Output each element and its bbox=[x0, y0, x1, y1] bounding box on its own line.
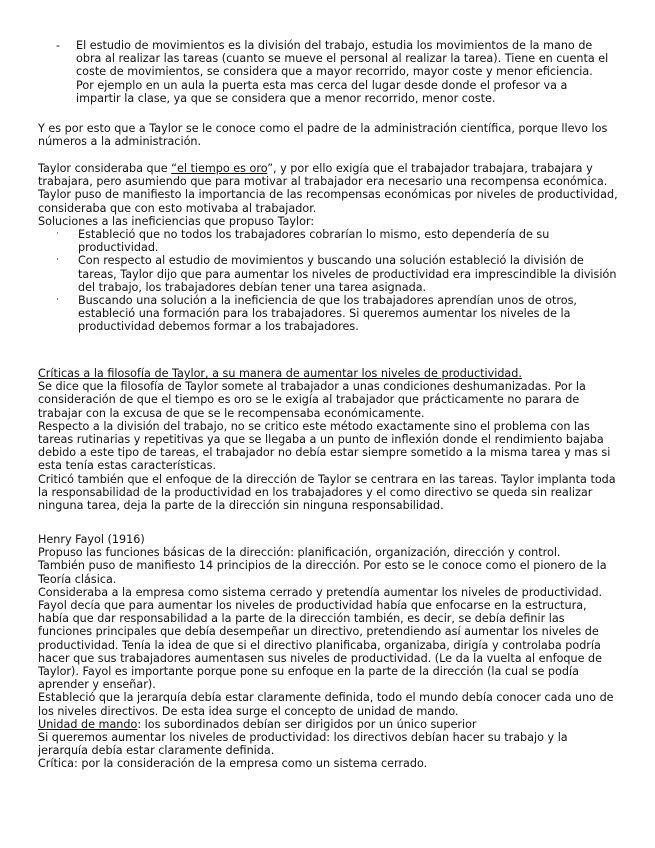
taylor-section bbox=[38, 162, 618, 334]
fayol-paragraph: Fayol decía que para aumentar los niveles de productividad había que enfocarse en la estructura, había que dar responsabilidad a la parte de la dirección también, es decir, se debía definir las funciones principales que debía desempeñar un directivo, pretendiendo así aumentar los niveles de productividad. Tenía la idea de que si el directivo planificaba, organizaba, dirigía y controlaba podría hacer que sus trabajadores aumentasen sus niveles de productividad. (Le da la vuelta al enfoque de Taylor). Fayol es importante porque pone su enfoque en la parte de la dirección (la cual se podía aprender y enseñar). bbox=[38, 599, 603, 692]
fayol-paragraph: Estableció que la jerarquía debía estar claramente definida, todo el mundo debía conocer cada uno de los niveles directivos. De esta idea surge el concepto de unidad de mando. bbox=[38, 691, 614, 718]
critica-paragraph: Respecto a la división del trabajo, no se critico este método exactamente sino el problema con las tareas rutinarias y repetitivas ya que se llegaba a un punto de inflexión donde el rendimiento bajaba debido a este tipo de tareas, el trabajador no debía estar siempre sometido a la misma tarea y mas si esta tenía estas características. bbox=[38, 419, 611, 473]
list-item: · Estableció que no todos los trabajadores cobrarían lo mismo, esto dependería de su productividad. bbox=[56, 228, 550, 255]
critica-paragraph: Se dice que la filosofía de Taylor somete al trabajador a unas condiciones deshumanizadas. Por la consideración de que el tiempo es oro se le exigía al trabajador que prácticamente no parara de trabajar con la excusa de que se le recompensaba económicamente. bbox=[38, 380, 586, 420]
unidad-de-mando-paragraph: Unidad de mando: los subordinados debían ser dirigidos por un único superior bbox=[38, 717, 477, 731]
list-item: · Buscando una solución a la ineficiencia de que los trabajadores aprendían unos de otros, estableció una formación para los trabajadores. Si queremos aumentar los niveles de la productividad debemos formar a los trabajadores. bbox=[56, 294, 577, 334]
fayol-paragraph: Propuso las funciones básicas de la dirección: planificación, organización, dirección y control. bbox=[38, 546, 561, 560]
classroom-example-paragraph: Por ejemplo en un aula la puerta esta mas cerca del lugar desde donde el profesor va a impartir la clase, ya que se considera que a menor recorrido, menor coste. bbox=[76, 78, 568, 105]
criticas-heading: Críticas a la filosofía de Taylor, a su manera de aumentar los niveles de productividad. bbox=[38, 367, 522, 380]
solutions-list bbox=[38, 228, 618, 334]
time-is-gold-quote: “el tiempo es oro bbox=[171, 162, 268, 175]
list-item: · Con respecto al estudio de movimientos y buscando una solución estableció la división de tareas, Taylor dijo que para aumentar los niveles de productividad era imprescindible la división del trabajo, los trabajadores debían tener una tarea asignada. bbox=[56, 254, 617, 294]
fayol-critica-paragraph: Crítica: por la consideración de la empresa como un sistema cerrado. bbox=[38, 757, 428, 771]
fayol-paragraph: También puso de manifiesto 14 principios de la dirección. Por esto se le conoce como el pionero de la Teoría clásica. bbox=[38, 559, 607, 586]
bullet-marker: · bbox=[56, 255, 59, 266]
taylor-father-paragraph: Y es por esto que a Taylor se le conoce como el padre de la administración científica, porque llevo los números a la administración. bbox=[38, 122, 608, 149]
unidad-de-mando-term: Unidad de mando bbox=[38, 717, 138, 731]
critica-paragraph: Criticó también que el enfoque de la dirección de Taylor se centrara en las tareas. Taylor implanta toda la responsabilidad de la productividad en los trabajadores y el como directivo se queda sin realizar ninguna tarea, deja la parte de la dirección sin ninguna responsabilidad. bbox=[38, 472, 616, 513]
fayol-paragraph: Consideraba a la empresa como sistema cerrado y pretendía aumentar los niveles de productividad. bbox=[38, 585, 603, 599]
fayol-section bbox=[38, 533, 618, 771]
bullet-marker: · bbox=[56, 295, 59, 306]
criticas-section bbox=[38, 367, 618, 512]
dash-marker: - bbox=[56, 39, 61, 52]
solutions-heading: Soluciones a las ineficiencias que propuso Taylor: bbox=[38, 214, 315, 228]
dash-list-item bbox=[58, 39, 613, 105]
time-is-gold-paragraph: Taylor consideraba que “el tiempo es oro”, y por ello exigía que el trabajador trabajara, trabajara y trabajara, pero asumiendo que para motivar al trabajador era necesario una recompensa económica. bbox=[38, 162, 608, 189]
bullet-marker: · bbox=[56, 229, 59, 240]
fayol-heading: Henry Fayol (1916) bbox=[38, 533, 145, 546]
rewards-paragraph: Taylor puso de manifiesto la importancia de las recompensas económicas por niveles de productividad, consideraba que con esto motivaba al trabajador. bbox=[38, 188, 618, 215]
taylor-father-block bbox=[38, 122, 618, 148]
movement-study-paragraph: El estudio de movimientos es la división del trabajo, estudia los movimientos de la mano de obra al realizar las tareas (cuanto se mueve el personal al realizar la tarea). Tiene en cuenta el coste de movimientos, se considera que a mayor recorrido, mayor coste y menor eficiencia. bbox=[76, 39, 609, 79]
fayol-paragraph: Si queremos aumentar los niveles de productividad: los directivos debían hacer su trabajo y la jerarquía debía estar claramente definida. bbox=[38, 731, 568, 758]
